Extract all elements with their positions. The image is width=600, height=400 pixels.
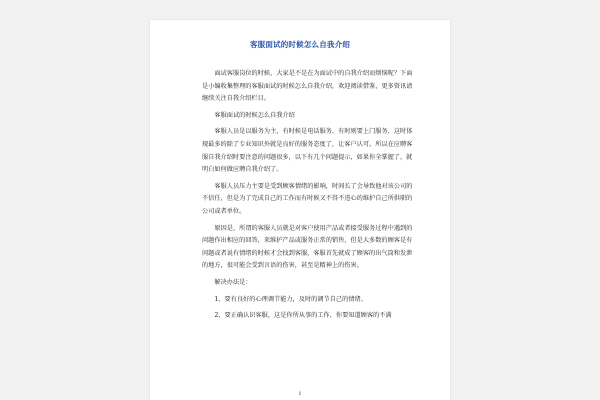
paragraph-solution-1: 1、要有良好的心理调节能力，及时的调节自己的情绪。 — [214, 295, 367, 303]
paragraph-pressure: 客服人员压力主要是受到顾客情绪的影响，时间长了会导致他对该公司的不信任，但是为了完成自己的工作而有时候又不得不违心的维护自己所供职的公司或者单位。 — [202, 182, 413, 215]
document-page — [150, 20, 450, 400]
page-number: 1 — [298, 391, 302, 397]
paragraph-intro: 面试客服岗位的时候，大家是不是在为面试中的自我介绍而烦恼呢？下面是小编收集整理的客服面试的时候怎么自我介绍，欢迎阅读借鉴，更多资讯请继续关注自我介绍栏目。 — [202, 70, 413, 103]
paragraph-solution-2: 2、要正确认识客服，这是你所从事的工作，你要知道顾客的不满 — [214, 312, 392, 320]
paragraph-subheading: 客服面试的时候怎么自我介绍 — [214, 111, 295, 119]
document-title: 客服面试的时候怎么自我介绍 — [249, 40, 351, 49]
paragraph-reason: 原因是，所谓的客服人员就是对客户使用产品或者接受服务过程中遇到的问题作出相应的回答，来维护产品或服务正常的销售，但是大多数的顾客是有问题或者说有情绪的时候才会找到客服，客服首先就成了顾客的出气筒和发泄的地方，很可能会受到言语的伤害，甚至是精神上的伤害。 — [202, 224, 413, 270]
paragraph-service-role: 客服人员是以服务为主，有时候是电话服务，有时则要上门服务，这时体现最多的除了专业知识外就是良好的服务态度了，让客户认可。所以在应聘客服自我介绍时要注意的问题很多，以下有几个问题提示，如果你全掌握了，就明白如何做应聘自我介绍了。 — [202, 128, 413, 174]
document-body — [202, 68, 418, 327]
paragraph-solution-heading: 解决办法是： — [214, 278, 252, 286]
